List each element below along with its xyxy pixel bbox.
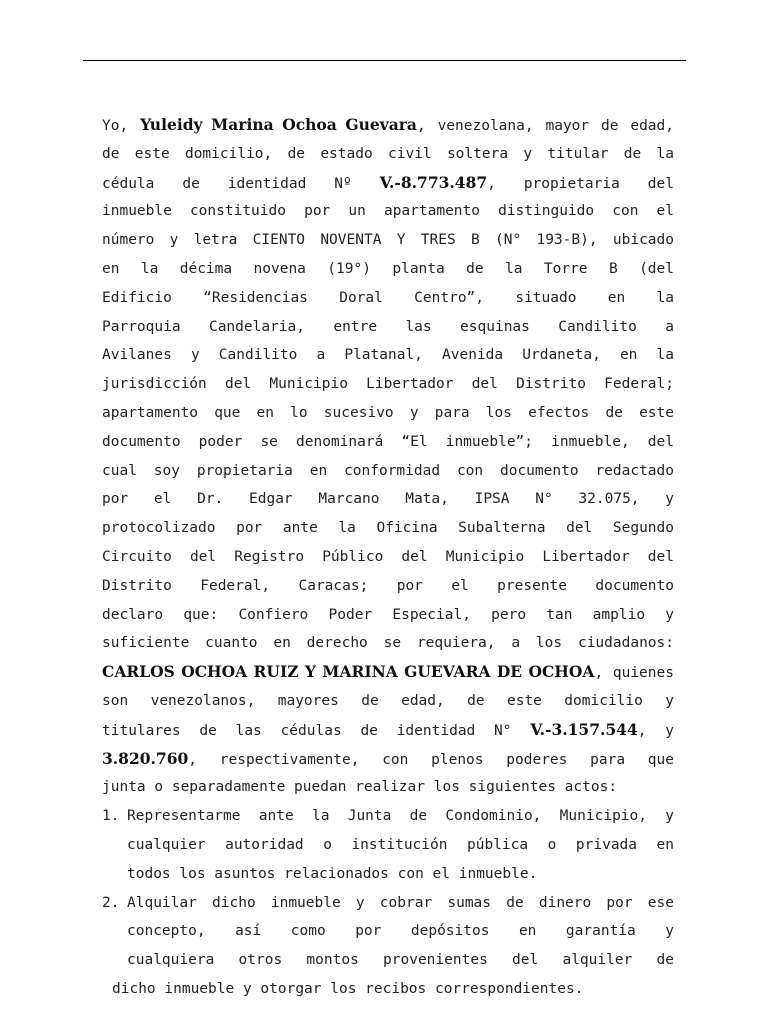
paragraph-line [102, 518, 674, 538]
list-item-line: todos los asuntos relacionados con el inmueble. [127, 865, 538, 882]
paragraph-line [102, 374, 674, 394]
paragraph-line [102, 201, 674, 221]
paragraph-line [102, 777, 674, 797]
text-run: , quienes [594, 665, 674, 682]
header-rule [83, 60, 686, 61]
text-run: cédula de identidad Nº [102, 175, 380, 192]
paragraph-line [102, 259, 674, 279]
text-run: en la décima novena (19°) planta de la Torre B (del [102, 261, 674, 277]
bold-text: CARLOS OCHOA RUIZ Y MARINA GUEVARA DE OCHOA [102, 662, 595, 682]
bold-text: Yuleidy Marina Ochoa Guevara [140, 115, 417, 134]
text-run: Yo, [102, 118, 141, 134]
list-item-line: concepto, así como por depósitos en garantía y [127, 923, 674, 940]
text-run: , propietaria del [487, 175, 674, 192]
text-run: por el Dr. Edgar Marcano Mata, IPSA N° 32.075, y [102, 491, 674, 508]
text-run: Circuito del Registro Público del Municipio Libertador del [102, 549, 674, 565]
list-item-line: cualquiera otros montos provenientes del alquiler de [127, 952, 674, 969]
text-run: inmueble constituido por un apartamento distinguido con el [102, 203, 674, 220]
text-run: número y letra CIENTO NOVENTA Y TRES B (N° 193-B), ubicado [102, 232, 674, 249]
paragraph-line [102, 461, 674, 481]
text-run: protocolizado por ante la Oficina Subalterna del Segundo [102, 520, 674, 537]
text-run: Distrito Federal, Caracas; por el presente documento [102, 577, 674, 594]
text-run: declaro que: Confiero Poder Especial, pero tan amplio y [102, 606, 674, 623]
paragraph-line [102, 288, 674, 308]
paragraph-line [102, 144, 674, 164]
paragraph-line [102, 576, 674, 596]
paragraph-line [102, 547, 674, 567]
paragraph-line [102, 317, 674, 337]
text-run: , respectivamente, con plenos poderes para que [188, 751, 674, 768]
paragraph-line [102, 345, 674, 365]
text-run: de este domicilio, de estado civil soltera y titular de la [102, 145, 674, 162]
paragraph-line [102, 691, 674, 711]
list-item-line: dicho inmueble y otorgar los recibos correspondientes. [112, 981, 584, 997]
text-run: Avilanes y Candilito a Platanal, Avenida Urdaneta, en la [102, 347, 674, 364]
paragraph-line [102, 489, 674, 509]
text-run: , y [637, 722, 674, 739]
list-item-line: Alquilar dicho inmueble y cobrar sumas de dinero por ese [127, 894, 674, 911]
text-run: apartamento que en lo sucesivo y para los efectos de este [102, 405, 674, 421]
text-run: suficiente cuanto en derecho se requiera, a los ciudadanos: [102, 635, 674, 652]
paragraph-line [102, 605, 674, 625]
text-run: documento poder se denominará “El inmueble”; inmueble, del [102, 433, 674, 450]
list-number: 1. [102, 808, 120, 825]
text-run: junta o separadamente puedan realizar los siguientes actos: [102, 779, 618, 796]
paragraph-line [102, 633, 674, 653]
paragraph-line [102, 662, 674, 682]
paragraph-line [102, 115, 674, 135]
paragraph-line [102, 720, 674, 740]
list-number: 2. [102, 894, 120, 911]
bold-text: V.-8.773.487 [379, 172, 488, 192]
bold-text: 3.820.760 [102, 748, 189, 768]
text-run: cual soy propietaria en conformidad con documento redactado [102, 462, 674, 479]
text-run: Edificio “Residencias Doral Centro”, situado en la [102, 289, 674, 306]
paragraph-line [102, 403, 674, 423]
text-run: titulares de las cédulas de identidad N° [102, 722, 531, 739]
text-run: , venezolana, mayor de edad, [416, 118, 674, 134]
paragraph-line [102, 173, 674, 193]
bold-text: V.-3.157.544 [530, 719, 638, 739]
text-run: Parroquia Candelaria, entre las esquinas Candilito a [102, 318, 674, 335]
list-item-line: Representarme ante la Junta de Condominio, Municipio, y [127, 808, 674, 825]
paragraph-line [102, 749, 674, 769]
paragraph-line [102, 432, 674, 452]
paragraph-line [102, 230, 674, 250]
text-run: son venezolanos, mayores de edad, de este domicilio y [102, 693, 674, 709]
list-item-line: cualquier autoridad o institución pública o privada en [127, 837, 674, 853]
text-run: jurisdicción del Municipio Libertador del Distrito Federal; [102, 376, 674, 393]
